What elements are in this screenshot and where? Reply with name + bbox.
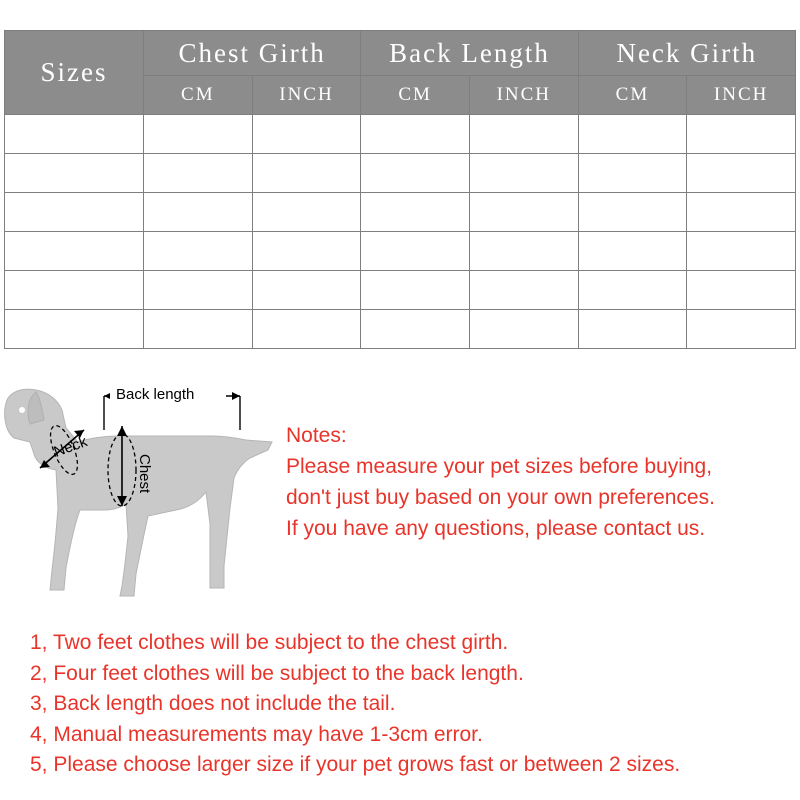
- cell-size: M: [5, 193, 144, 232]
- cell-neck-inch: [687, 193, 796, 232]
- cell-chest-inch: [252, 232, 361, 271]
- cell-chest-cm: 48. 5: [144, 271, 253, 310]
- bottom-notes-list: [30, 628, 800, 781]
- cell-back-inch: [469, 115, 578, 154]
- dog-measurement-diagram: [0, 358, 280, 618]
- header-neck-girth: Neck Girth: [578, 31, 795, 76]
- cell-neck-inch: [687, 271, 796, 310]
- size-chart-table: [4, 30, 796, 349]
- cell-chest-cm: 39: [144, 193, 253, 232]
- cell-neck-cm: [578, 193, 687, 232]
- cell-back-cm: 34: [361, 232, 470, 271]
- cell-back-inch: [469, 232, 578, 271]
- cell-neck-inch: [687, 115, 796, 154]
- cell-chest-inch: [252, 154, 361, 193]
- notes-block: [286, 420, 800, 544]
- notes-line-2: don't just buy based on your own preferences.: [286, 486, 715, 509]
- bottom-note-4: 4, Manual measurements may have 1-3cm error.: [30, 722, 483, 746]
- cell-chest-inch: [252, 115, 361, 154]
- cell-size: L: [5, 232, 144, 271]
- cell-neck-cm: [578, 271, 687, 310]
- header-chest-cm: CM: [144, 76, 253, 115]
- cell-chest-cm: 29: [144, 115, 253, 154]
- header-sizes: Sizes: [5, 31, 144, 115]
- cell-back-cm: 38. 5: [361, 271, 470, 310]
- cell-neck-inch: [687, 232, 796, 271]
- diagram-label-back-length: Back length: [116, 386, 195, 403]
- cell-chest-inch: [252, 271, 361, 310]
- table-row: [5, 232, 796, 271]
- cell-size: S: [5, 154, 144, 193]
- cell-neck-cm: [578, 232, 687, 271]
- cell-size: XS: [5, 115, 144, 154]
- cell-chest-inch: [252, 193, 361, 232]
- cell-size: 2XL: [5, 310, 144, 349]
- table-row: [5, 271, 796, 310]
- cell-neck-inch: [687, 310, 796, 349]
- cell-chest-cm: 44: [144, 232, 253, 271]
- table-row: [5, 154, 796, 193]
- size-chart-table-container: [4, 30, 796, 349]
- measurement-diagram-section: [0, 358, 800, 618]
- header-back-cm: CM: [361, 76, 470, 115]
- header-neck-cm: CM: [578, 76, 687, 115]
- cell-chest-cm: 55: [144, 310, 253, 349]
- header-back-length: Back Length: [361, 31, 578, 76]
- cell-neck-cm: [578, 115, 687, 154]
- cell-chest-cm: 34: [144, 154, 253, 193]
- notes-title: Notes:: [286, 424, 347, 447]
- notes-line-1: Please measure your pet sizes before buying,: [286, 455, 713, 478]
- cell-back-cm: 29: [361, 193, 470, 232]
- cell-neck-cm: [578, 154, 687, 193]
- cell-back-inch: [469, 271, 578, 310]
- bottom-note-5: 5, Please choose larger size if your pet grows fast or between 2 sizes.: [30, 753, 681, 776]
- notes-line-3: If you have any questions, please contact us.: [286, 517, 706, 540]
- bottom-note-1: 1, Two feet clothes will be subject to the chest girth.: [30, 631, 509, 654]
- cell-back-cm: 24: [361, 154, 470, 193]
- cell-chest-inch: [252, 310, 361, 349]
- header-back-inch: INCH: [469, 76, 578, 115]
- cell-size: XL: [5, 271, 144, 310]
- cell-neck-cm: [578, 310, 687, 349]
- header-chest-girth: Chest Girth: [144, 31, 361, 76]
- cell-neck-inch: [687, 154, 796, 193]
- header-neck-inch: INCH: [687, 76, 796, 115]
- table-row: [5, 115, 796, 154]
- header-chest-inch: INCH: [252, 76, 361, 115]
- diagram-label-neck: Neck: [51, 433, 90, 461]
- cell-back-cm: 19: [361, 115, 470, 154]
- table-row: [5, 310, 796, 349]
- bottom-note-3: 3, Back length does not include the tail.: [30, 692, 396, 715]
- table-row: [5, 193, 796, 232]
- bottom-note-2: 2, Four feet clothes will be subject to the back length.: [30, 661, 524, 685]
- diagram-label-chest: Chest: [136, 454, 153, 494]
- table-body: [5, 115, 796, 349]
- cell-back-inch: [469, 193, 578, 232]
- table-header-row-groups: [5, 31, 796, 76]
- cell-back-cm: 43. 5: [361, 310, 470, 349]
- cell-back-inch: [469, 154, 578, 193]
- table-head: [5, 31, 796, 115]
- cell-back-inch: [469, 310, 578, 349]
